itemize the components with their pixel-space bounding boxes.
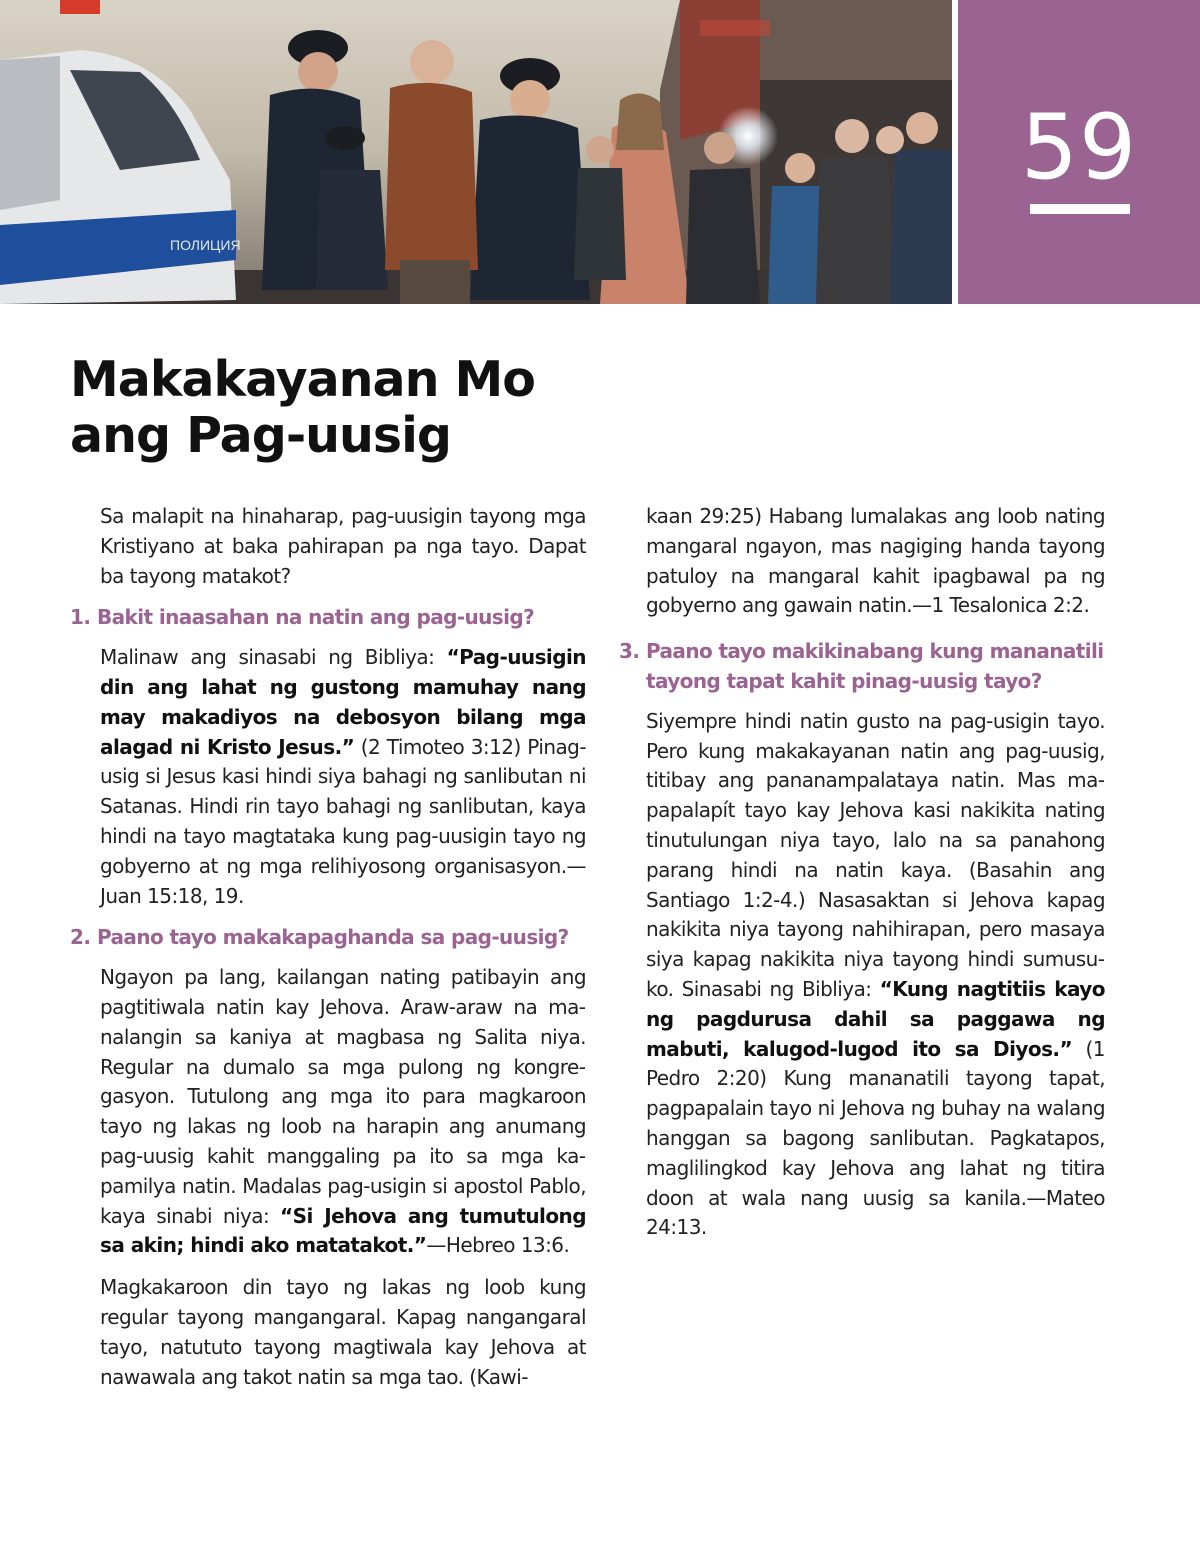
chapter-number: 59 [1020,95,1138,200]
question-2-text: Paano tayo makakapaghanda sa pag-uusig? [97,925,569,950]
question-2 [70,923,586,953]
answer-3-text-post: (1 Pedro 2:20) Kung mananatili tayong tapat, pagpapalain tayo ni Jehova ng buhay na walang hanggan sa bagong sanlibutan. Pagkatapos, maglilingkod kay Jehova ang lahat ng titira doon at wala nang uusig sa kanila.—Mateo 24:13. [646,1036,1105,1240]
answer-2b-paragraph: Magkakaroon din tayo ng lakas ng loob kung regular tayong mangangaral. Kapag nangangaral tayo, natututo tayong magtiwala kay Jehova at nawawala ang takot natin sa mga tao. (Kawi- [100,1275,586,1389]
header-photo [0,0,952,304]
van-label: ПОЛИЦИЯ [170,237,241,253]
answer-1-text-pre: Malinaw ang sinasabi ng Bibliya: [100,645,447,670]
answer-2b-continued: kaan 29:25) Habang lumalakas ang loob nating mangaral ngayon, mas nagiging handa tayong patuloy na mangaral kahit ipagbawal pa ng gobyerno ang gawain natin.—1 Tesalonica 2:2. [646,504,1105,618]
answer-3-text-pre: Siyempre hindi natin gusto na pag-usigin tayo. Pero kung makakayanan natin ang pag-uusig, titibay ang pananampalataya natin. Mas mapapalapít tayo kay Jehova kasi nakikita nating tinutulungan niya tayo, lalo na sa panahong parang hindi na natin kaya. (Basahin ang Santiago 1:2-4.) Nasasaktan si Jehova kapag nakikita niya tayong nahihirapan, pero masaya siya kapag nakikita niya tayong hindi sumusuko. Sinasabi ng Bibliya: [646,708,1105,1001]
answer-2-text-post: —Hebreo 13:6. [426,1233,570,1258]
answer-1-text-post: (2 Timoteo 3:12) Pinag-usig si Jesus kasi hindi siya bahagi ng sanlibutan ni Satanas. Hindi rin tayo bahagi ng sanlibutan, kaya hindi na tayo magtataka kung pag-uusigin tayo ng gobyerno at ng mga relihiyosong organisasyon.—Juan 15:18, 19. [100,734,586,908]
question-3-number: 3. [619,639,640,664]
chapter-number-box [958,0,1200,304]
header-photo-illustration [0,0,952,304]
right-column [619,502,1105,1255]
question-3 [619,637,1105,697]
lesson-title [70,352,590,464]
left-column [70,502,586,1404]
question-1-number: 1. [70,605,91,630]
answer-3-paragraph [646,707,1105,1243]
answer-1-paragraph [100,643,586,911]
answer-1-quote: “Pag-uusigin din ang lahat ng gustong mamuhay nang may makadiyos na debosyon bilang mga alagad ni Kristo Jesus.” [100,645,586,759]
question-1 [70,603,586,633]
answer-3-quote: “Kung nagtitiis kayo ng pagdurusa dahil sa paggawa ng mabuti, kalugod-lugod ito sa Diyos.” [646,976,1105,1061]
intro-paragraph: Sa malapit na hinaharap, pag-uusigin tayong mga Kristiyano at baka pahirapan pa nga tayo. Dapat ba tayong matakot? [100,504,586,588]
answer-2-text-pre: Ngayon pa lang, kailangan nating patibayin ang pagtitiwala natin kay Jehova. Araw-araw na manalangin sa kaniya at magbasa ng Salita niya. Regular na dumalo sa mga pulong ng kongregasyon. Tutulong ang mga ito para magkaroon tayo ng lakas ng loob na harapin ang anumang pag-uusig kahit manggaling pa ito sa mga kapamilya natin. Madalas pag-usigin si apostol Pablo, kaya sinabi niya: [100,965,586,1228]
question-2-number: 2. [70,925,91,950]
answer-2-paragraph [100,963,586,1261]
answer-2-quote: “Si Jehova ang tumutulong sa akin; hindi ako matatakot.” [100,1203,586,1258]
lesson-title-line-1: Makakayanan Mo [70,351,535,408]
lesson-title-line-2: ang Pag-uusig [70,407,451,464]
question-3-text: Paano tayo makikinabang kung mananatili tayong tapat kahit pinag-uusig tayo? [646,639,1104,693]
chapter-underline [1030,204,1130,214]
question-1-text: Bakit inaasahan na natin ang pag-uusig? [97,605,535,630]
